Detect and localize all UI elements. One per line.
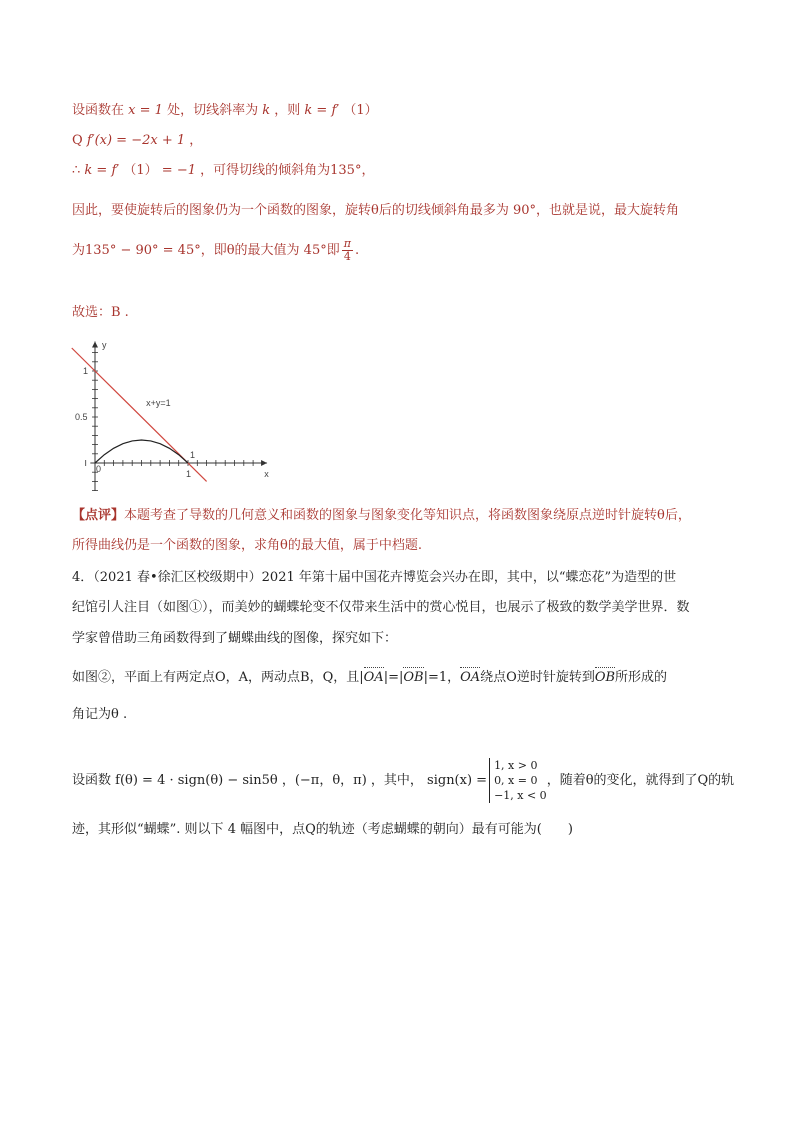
text: 本题考查了导数的几何意义和函数的图象与图象变化等知识点，将函数图象绕原点逆时针旋转θ后，	[124, 508, 691, 523]
point-label: 1	[190, 450, 196, 460]
text: .	[354, 243, 360, 258]
text: ，随着θ的变化，就得到了Q的轨	[546, 773, 735, 788]
x-axis-arrow	[261, 460, 267, 466]
text: 如图②，平面上有两定点O，A，两动点B，Q，且|	[72, 670, 364, 685]
text: |=|	[383, 670, 404, 685]
solution-line-5	[72, 238, 359, 263]
problem4-line-6	[72, 758, 734, 803]
text: （1）	[343, 103, 378, 118]
case: 1, x > 0	[494, 759, 538, 772]
text: 处，切线斜率为	[167, 103, 259, 118]
math: k = f′	[84, 163, 120, 178]
line-annotation: x+y=1	[146, 397, 171, 408]
piecewise-cases	[489, 758, 547, 803]
vector-oa: OA	[363, 670, 384, 685]
problem4-line-1: 4．（2021 春•徐汇区校级期中）2021 年第十届中国花卉博览会兴办在即，其中，以“蝶恋花”为造型的世	[72, 570, 677, 585]
math: = −1	[161, 163, 196, 178]
fraction	[342, 238, 353, 263]
text: （1）	[123, 163, 158, 178]
math: k = f′	[304, 103, 340, 118]
problem4-line-5: 角记为θ .	[72, 707, 128, 722]
math: x = 1	[128, 103, 163, 118]
text: 绕点O逆时针旋转到	[480, 670, 595, 685]
function-graph	[70, 330, 290, 495]
series-curve-f	[95, 440, 188, 463]
text: 设函数在	[72, 103, 125, 118]
symbol: Q	[72, 133, 83, 148]
answer-line: 故选：B .	[72, 305, 129, 320]
y-axis-label: y	[102, 340, 107, 350]
frac-den: 4	[343, 250, 351, 263]
solution-line-3	[72, 163, 374, 179]
math: k	[262, 103, 271, 118]
problem4-line-7: 迹，其形似“蝴蝶”. 则以下 4 幅图中，点Q的轨迹（考虑蝴蝶的朝向）最有可能为( )	[72, 822, 573, 837]
vector-oa: OA	[460, 670, 481, 685]
math: f′(x) = −2x + 1	[86, 133, 186, 148]
comment-line-1	[72, 508, 691, 524]
y-tick-label: 0.5	[75, 412, 88, 422]
text: ，则	[274, 103, 301, 118]
problem4-line-2: 纪馆引人注目（如图①），而美妙的蝴蝶轮变不仅带来生活中的赏心悦目，也展示了极致的数学美学世界．数	[72, 600, 690, 615]
text: 为135° − 90° = 45°，即θ的最大值为 45°即	[72, 243, 340, 258]
symbol: ∴	[72, 163, 81, 178]
problem4-line-3: 学家曾借助三角函数得到了蝴蝶曲线的图像，探究如下：	[72, 631, 398, 646]
comment-tag: 【点评】	[72, 508, 125, 523]
text: |=1，	[423, 670, 461, 685]
frac-num: π	[343, 237, 351, 250]
origin-label: 0	[96, 464, 102, 474]
solution-line-4: 因此，要使旋转后的图象仍为一个函数的图象，旋转θ后的切线倾斜角最多为 90°，也就是说，最大旋转角	[72, 203, 680, 218]
solution-line-1	[72, 103, 378, 119]
text: 所形成的	[615, 670, 668, 685]
comment-line-2: 所得曲线仍是一个函数的图象，求角θ的最大值，属于中档题.	[72, 538, 422, 553]
vector-ob: OB	[403, 670, 424, 685]
text: 设函数 f(θ) = 4 · sign(θ) − sin5θ ，(−π，θ，π) ，其中， sign(x) =	[72, 773, 488, 788]
text: ，可得切线的倾斜角为135°，	[200, 163, 375, 178]
y-axis-arrow	[92, 342, 98, 348]
text: ，	[189, 133, 203, 148]
vector-ob: OB	[594, 670, 616, 685]
x-axis-label: x	[264, 469, 269, 479]
x-tick-label: 1	[186, 469, 192, 479]
y-tick-label: 1	[83, 366, 89, 376]
case: −1, x < 0	[494, 789, 547, 802]
solution-line-2	[72, 133, 202, 149]
problem4-line-4	[72, 670, 667, 686]
case: 0, x = 0	[494, 774, 538, 787]
